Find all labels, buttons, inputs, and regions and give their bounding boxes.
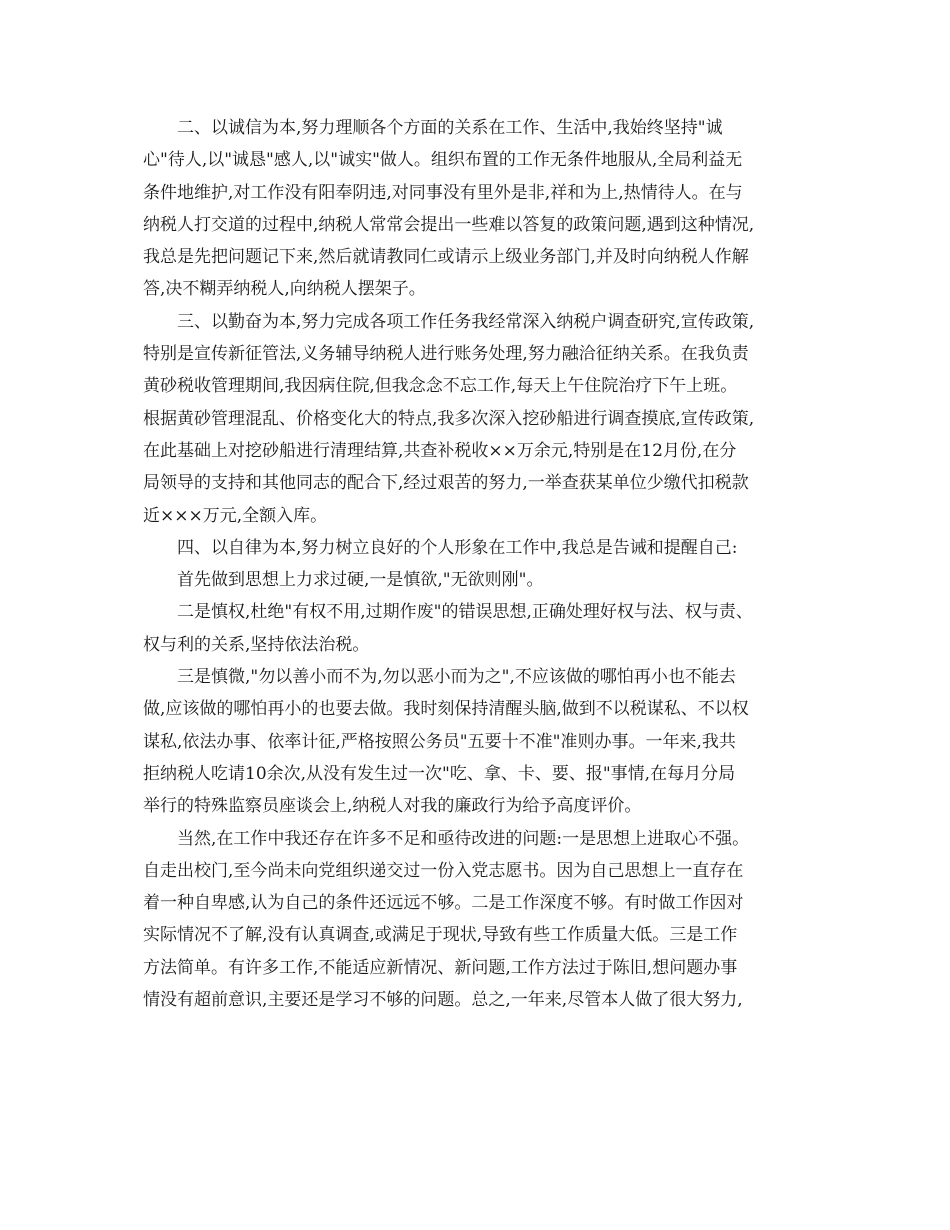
text-line: 情没有超前意识,主要还是学习不够的问题。总之,一年来,尽管本人做了很大努力, <box>143 990 743 1011</box>
text-line: 心"待人,以"诚恳"感人,以"诚实"做人。组织布置的工作无条件地服从,全局利益无 <box>143 150 743 171</box>
text-line: 答,决不糊弄纳税人,向纳税人摆架子。 <box>143 279 426 300</box>
paragraph-prudence-desire <box>143 564 823 596</box>
text-line: 二是慎权,杜绝"有权不用,过期作废"的错误思想,正确处理好权与法、权与责、 <box>143 602 753 623</box>
text-line: 举行的特殊监察员座谈会上,纳税人对我的廉政行为给予高度评价。 <box>143 796 642 817</box>
text-line: 做,应该做的哪怕再小的也要去做。我时刻保持清醒头脑,做到不以税谋私、不以权 <box>143 699 749 720</box>
text-line: 黄砂税收管理期间,我因病住院,但我念念不忘工作,每天上午住院治疗下午上班。 <box>143 376 738 397</box>
text-line: 四、以自律为本,努力树立良好的个人形象在工作中,我总是告诫和提醒自己: <box>143 537 738 558</box>
text-line: 我总是先把问题记下来,然后就请教同仁或请示上级业务部门,并及时向纳税人作解 <box>143 247 749 268</box>
paragraph-integrity <box>143 112 823 306</box>
text-line: 自走出校门,至今尚未向党组织递交过一份入党志愿书。因为自己思想上一直存在 <box>143 860 744 881</box>
text-line: 首先做到思想上力求过硬,一是慎欲,"无欲则刚"。 <box>143 570 544 591</box>
text-line: 谋私,依法办事、依率计征,严格按照公务员"五要十不准"准则办事。一年来,我共 <box>143 731 736 752</box>
text-line: 近×××万元,全额入库。 <box>143 505 328 526</box>
text-line: 权与利的关系,坚持依法治税。 <box>143 634 370 655</box>
text-line: 局领导的支持和其他同志的配合下,经过艰苦的努力,一举查获某单位少缴代扣税款 <box>143 473 749 494</box>
text-line: 三是慎微,"勿以善小而不为,勿以恶小而为之",不应该做的哪怕再小也不能去 <box>143 667 736 688</box>
text-line: 三、以勤奋为本,努力完成各项工作任务我经常深入纳税户调查研究,宣传政策, <box>143 311 755 332</box>
paragraph-diligence <box>143 306 823 532</box>
paragraph-prudence-power <box>143 596 823 661</box>
paragraph-prudence-small <box>143 661 823 822</box>
text-line: 在此基础上对挖砂船进行清理结算,共查补税收××万余元,特别是在12月份,在分 <box>143 440 737 461</box>
paragraph-self-discipline <box>143 532 823 564</box>
text-line: 特别是宣传新征管法,义务辅导纳税人进行账务处理,努力融洽征纳关系。在我负责 <box>143 344 749 365</box>
paragraph-shortcomings <box>143 823 823 1017</box>
text-line: 二、以诚信为本,努力理顺各个方面的关系在工作、生活中,我始终坚持"诚 <box>143 118 723 138</box>
text-line: 方法简单。有许多工作,不能适应新情况、新问题,工作方法过于陈旧,想问题办事 <box>143 957 738 978</box>
text-line: 纳税人打交道的过程中,纳税人常常会提出一些难以答复的政策问题,遇到这种情况, <box>143 214 755 235</box>
text-line: 着一种自卑感,认为自己的条件还远远不够。二是工作深度不够。有时做工作因对 <box>143 893 744 914</box>
text-line: 当然,在工作中我还存在许多不足和亟待改进的问题:一是思想上进取心不强。 <box>143 828 750 849</box>
document-body <box>143 112 823 1016</box>
text-line: 拒纳税人吃请10余次,从没有发生过一次"吃、拿、卡、要、报"事情,在每月分局 <box>143 763 736 784</box>
text-line: 实际情况不了解,没有认真调查,或满足于现状,导致有些工作质量大低。三是工作 <box>143 925 738 946</box>
text-line: 根据黄砂管理混乱、价格变化大的特点,我多次深入挖砂船进行调查摸底,宣传政策, <box>143 408 755 429</box>
text-line: 条件地维护,对工作没有阳奉阴违,对同事没有里外是非,祥和为上,热情待人。在与 <box>143 182 743 203</box>
